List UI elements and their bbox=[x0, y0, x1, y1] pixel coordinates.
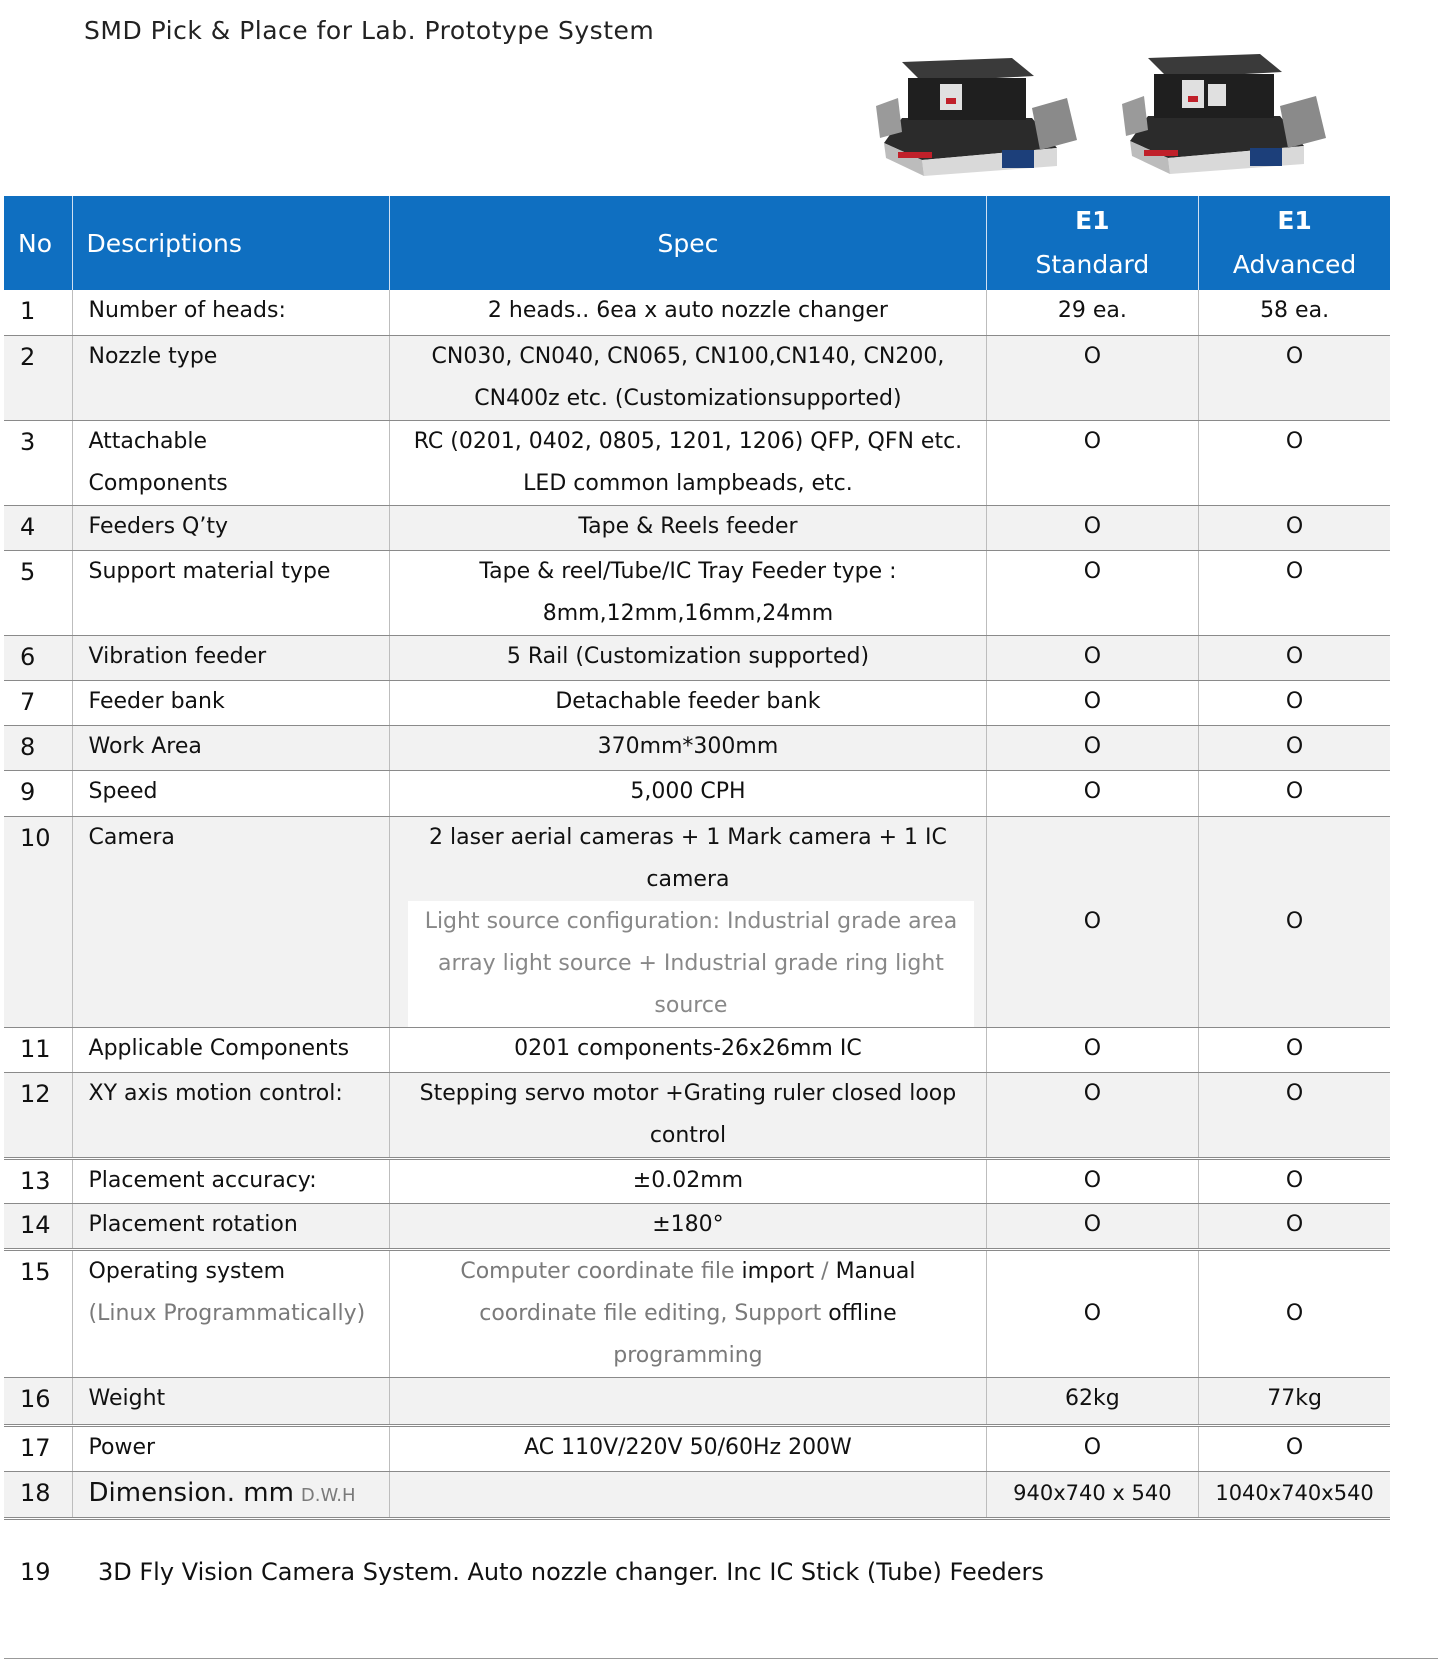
table-row bbox=[4, 335, 1390, 420]
row-no: 15 bbox=[4, 1249, 72, 1377]
spec-table bbox=[4, 196, 1390, 1520]
row-spec: 2 laser aerial cameras + 1 Mark camera + 1 IC camera Light source configuration: Industrial grade area array light source + Industrial grade ring light source bbox=[390, 816, 986, 1027]
row-spec: AC 110V/220V 50/60Hz 200W bbox=[390, 1425, 986, 1471]
footer-text: 3D Fly Vision Camera System. Auto nozzle changer. Inc IC Stick (Tube) Feeders bbox=[98, 1558, 1044, 1586]
row-advanced: O bbox=[1199, 635, 1390, 680]
row-standard: 29 ea. bbox=[986, 290, 1199, 335]
row-spec: 0201 components-26x26mm IC bbox=[390, 1027, 986, 1072]
table-row bbox=[4, 550, 1390, 635]
row-advanced: O bbox=[1199, 550, 1390, 635]
row-standard: O bbox=[986, 680, 1199, 725]
row-spec: ±0.02mm bbox=[390, 1158, 986, 1203]
row-advanced: O bbox=[1199, 1072, 1390, 1158]
row-no: 4 bbox=[4, 505, 72, 550]
row-advanced: 58 ea. bbox=[1199, 290, 1390, 335]
row-standard: O bbox=[986, 1249, 1199, 1377]
row-desc: Nozzle type bbox=[72, 335, 390, 420]
row-advanced: O bbox=[1199, 680, 1390, 725]
row-spec bbox=[390, 1377, 986, 1425]
row-standard: O bbox=[986, 816, 1199, 1027]
row-no: 11 bbox=[4, 1027, 72, 1072]
row-spec: 2 heads.. 6ea x auto nozzle changer bbox=[390, 290, 986, 335]
row-standard: 940x740 x 540 bbox=[986, 1471, 1199, 1518]
header-model-advanced: E1 Advanced bbox=[1199, 196, 1390, 290]
row-spec: 5,000 CPH bbox=[390, 770, 986, 816]
row-standard: O bbox=[986, 1072, 1199, 1158]
row-spec: Tape & Reels feeder bbox=[390, 505, 986, 550]
row-desc: Work Area bbox=[72, 725, 390, 770]
table-row bbox=[4, 725, 1390, 770]
row-no: 6 bbox=[4, 635, 72, 680]
table-row bbox=[4, 1158, 1390, 1203]
table-row bbox=[4, 1203, 1390, 1249]
row-spec: Stepping servo motor +Grating ruler closed loop control bbox=[390, 1072, 986, 1158]
row-desc: Placement accuracy: bbox=[72, 1158, 390, 1203]
row-spec bbox=[390, 1471, 986, 1518]
row-standard: O bbox=[986, 1158, 1199, 1203]
light-source-note: Light source configuration: Industrial grade area array light source + Industrial grade ring light source bbox=[408, 901, 973, 1027]
bottom-divider bbox=[4, 1658, 1438, 1659]
row-spec: Computer coordinate file import / Manual coordinate file editing, Support offline programming bbox=[390, 1249, 986, 1377]
row-desc: Attachable Components bbox=[72, 420, 390, 505]
row-desc: Applicable Components bbox=[72, 1027, 390, 1072]
row-no: 8 bbox=[4, 725, 72, 770]
row-desc: Vibration feeder bbox=[72, 635, 390, 680]
row-advanced: O bbox=[1199, 1425, 1390, 1471]
header-spec: Spec bbox=[390, 196, 986, 290]
row-advanced: O bbox=[1199, 1203, 1390, 1249]
row-standard: O bbox=[986, 1203, 1199, 1249]
header-descriptions: Descriptions bbox=[72, 196, 390, 290]
row-no: 5 bbox=[4, 550, 72, 635]
row-desc: Number of heads: bbox=[72, 290, 390, 335]
row-desc: XY axis motion control: bbox=[72, 1072, 390, 1158]
row-no: 17 bbox=[4, 1425, 72, 1471]
row-spec: 5 Rail (Customization supported) bbox=[390, 635, 986, 680]
header-no: No bbox=[4, 196, 72, 290]
table-row bbox=[4, 1249, 1390, 1377]
row-no: 12 bbox=[4, 1072, 72, 1158]
row-desc: Support material type bbox=[72, 550, 390, 635]
row-standard: O bbox=[986, 505, 1199, 550]
row-desc: Camera bbox=[72, 816, 390, 1027]
row-standard: O bbox=[986, 770, 1199, 816]
row-advanced: O bbox=[1199, 770, 1390, 816]
table-row bbox=[4, 420, 1390, 505]
row-advanced: O bbox=[1199, 335, 1390, 420]
footer-no: 19 bbox=[20, 1558, 51, 1586]
row-spec: ±180° bbox=[390, 1203, 986, 1249]
table-row bbox=[4, 505, 1390, 550]
row-spec: Tape & reel/Tube/IC Tray Feeder type : 8mm,12mm,16mm,24mm bbox=[390, 550, 986, 635]
row-desc: Speed bbox=[72, 770, 390, 816]
table-row bbox=[4, 680, 1390, 725]
table-row bbox=[4, 1027, 1390, 1072]
row-no: 16 bbox=[4, 1377, 72, 1425]
table-row bbox=[4, 1072, 1390, 1158]
table-row bbox=[4, 770, 1390, 816]
row-no: 2 bbox=[4, 335, 72, 420]
row-standard: O bbox=[986, 1027, 1199, 1072]
table-row bbox=[4, 635, 1390, 680]
header-model-standard: E1 Standard bbox=[986, 196, 1199, 290]
row-standard: O bbox=[986, 635, 1199, 680]
page-title: SMD Pick & Place for Lab. Prototype System bbox=[84, 16, 655, 45]
row-desc: Power bbox=[72, 1425, 390, 1471]
row-advanced: O bbox=[1199, 1249, 1390, 1377]
row-advanced: O bbox=[1199, 505, 1390, 550]
row-desc: Placement rotation bbox=[72, 1203, 390, 1249]
row-advanced: 1040x740x540 bbox=[1199, 1471, 1390, 1518]
table-row bbox=[4, 1471, 1390, 1518]
row-no: 7 bbox=[4, 680, 72, 725]
row-advanced: 77kg bbox=[1199, 1377, 1390, 1425]
table-row bbox=[4, 290, 1390, 335]
row-no: 3 bbox=[4, 420, 72, 505]
row-advanced: O bbox=[1199, 1027, 1390, 1072]
row-standard: O bbox=[986, 1425, 1199, 1471]
row-advanced: O bbox=[1199, 420, 1390, 505]
table-row bbox=[4, 1425, 1390, 1471]
table-row bbox=[4, 816, 1390, 1027]
table-header-row bbox=[4, 196, 1390, 290]
row-advanced: O bbox=[1199, 816, 1390, 1027]
machine-image-standard bbox=[862, 48, 1080, 180]
row-spec: RC (0201, 0402, 0805, 1201, 1206) QFP, QFN etc. LED common lampbeads, etc. bbox=[390, 420, 986, 505]
row-standard: O bbox=[986, 725, 1199, 770]
row-standard: O bbox=[986, 550, 1199, 635]
row-no: 9 bbox=[4, 770, 72, 816]
row-spec: Detachable feeder bank bbox=[390, 680, 986, 725]
row-no: 18 bbox=[4, 1471, 72, 1518]
row-standard: 62kg bbox=[986, 1377, 1199, 1425]
row-desc: Weight bbox=[72, 1377, 390, 1425]
row-desc: Dimension. mm D.W.H bbox=[72, 1471, 390, 1518]
row-standard: O bbox=[986, 335, 1199, 420]
table-row bbox=[4, 1377, 1390, 1425]
row-no: 13 bbox=[4, 1158, 72, 1203]
row-desc: Feeder bank bbox=[72, 680, 390, 725]
footer-row bbox=[4, 1550, 1390, 1600]
row-advanced: O bbox=[1199, 1158, 1390, 1203]
row-desc: Operating system (Linux Programmatically) bbox=[72, 1249, 390, 1377]
row-no: 1 bbox=[4, 290, 72, 335]
row-spec: CN030, CN040, CN065, CN100,CN140, CN200, CN400z etc. (Customizationsupported) bbox=[390, 335, 986, 420]
row-no: 14 bbox=[4, 1203, 72, 1249]
row-standard: O bbox=[986, 420, 1199, 505]
row-desc: Feeders Q’ty bbox=[72, 505, 390, 550]
row-advanced: O bbox=[1199, 725, 1390, 770]
row-spec: 370mm*300mm bbox=[390, 725, 986, 770]
row-no: 10 bbox=[4, 816, 72, 1027]
machine-image-advanced bbox=[1108, 44, 1328, 178]
